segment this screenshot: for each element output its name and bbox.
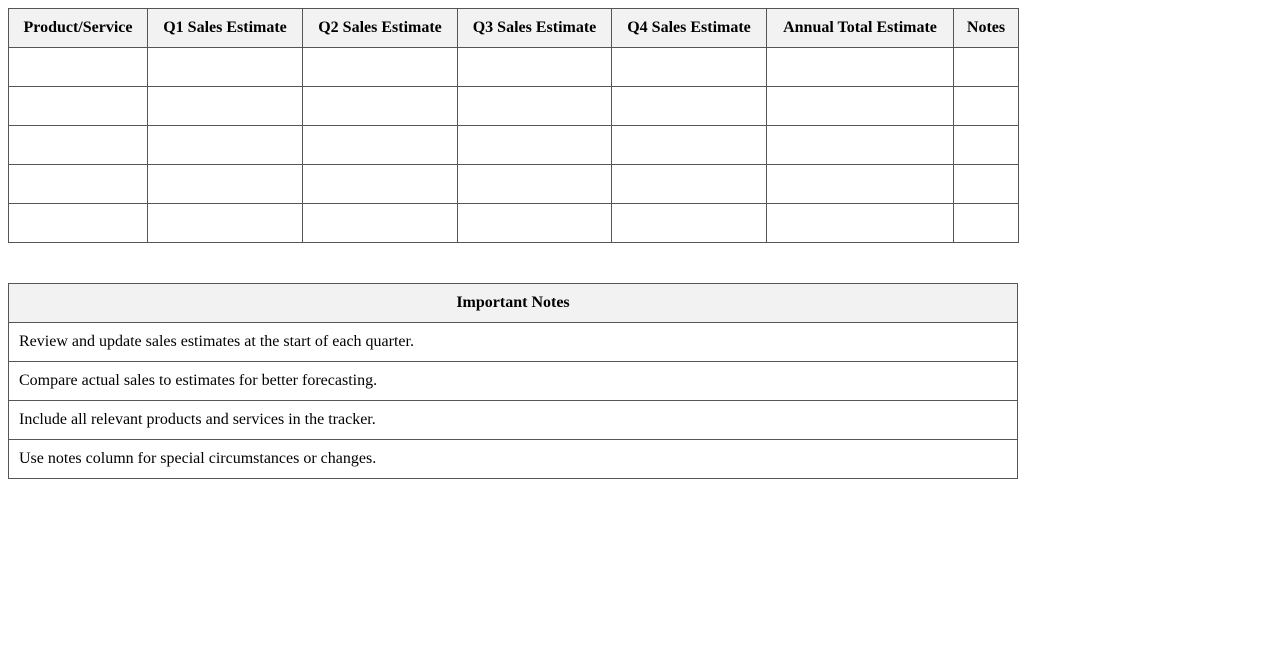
note-text: Review and update sales estimates at the start of each quarter. xyxy=(9,323,1018,362)
table-cell[interactable] xyxy=(9,165,148,204)
table-cell[interactable] xyxy=(148,126,303,165)
table-cell[interactable] xyxy=(612,204,767,243)
column-header-q1-sales-estimate: Q1 Sales Estimate xyxy=(148,9,303,48)
notes-title: Important Notes xyxy=(9,284,1018,323)
table-cell[interactable] xyxy=(954,165,1019,204)
notes-header-row xyxy=(9,284,1018,323)
table-header-row xyxy=(9,9,1019,48)
column-header-q4-sales-estimate: Q4 Sales Estimate xyxy=(612,9,767,48)
table-cell[interactable] xyxy=(148,204,303,243)
page-content xyxy=(8,8,1018,479)
table-row xyxy=(9,165,1019,204)
table-cell[interactable] xyxy=(9,48,148,87)
table-cell[interactable] xyxy=(9,204,148,243)
table-cell[interactable] xyxy=(458,165,612,204)
table-cell[interactable] xyxy=(767,165,954,204)
column-header-product-service: Product/Service xyxy=(9,9,148,48)
list-item xyxy=(9,401,1018,440)
table-cell[interactable] xyxy=(303,204,458,243)
table-row xyxy=(9,48,1019,87)
table-cell[interactable] xyxy=(954,204,1019,243)
table-row xyxy=(9,87,1019,126)
table-cell[interactable] xyxy=(458,87,612,126)
table-cell[interactable] xyxy=(148,87,303,126)
important-notes-table xyxy=(8,283,1018,479)
note-text: Use notes column for special circumstances or changes. xyxy=(9,440,1018,479)
table-cell[interactable] xyxy=(767,204,954,243)
table-cell[interactable] xyxy=(458,126,612,165)
table-cell[interactable] xyxy=(148,165,303,204)
table-cell[interactable] xyxy=(612,87,767,126)
list-item xyxy=(9,323,1018,362)
table-cell[interactable] xyxy=(612,165,767,204)
column-header-annual-total-estimate: Annual Total Estimate xyxy=(767,9,954,48)
table-cell[interactable] xyxy=(458,204,612,243)
table-cell[interactable] xyxy=(954,48,1019,87)
table-cell[interactable] xyxy=(148,48,303,87)
table-cell[interactable] xyxy=(612,126,767,165)
table-cell[interactable] xyxy=(767,48,954,87)
list-item xyxy=(9,440,1018,479)
table-cell[interactable] xyxy=(303,165,458,204)
table-cell[interactable] xyxy=(303,126,458,165)
list-item xyxy=(9,362,1018,401)
table-cell[interactable] xyxy=(303,48,458,87)
table-cell[interactable] xyxy=(303,87,458,126)
table-cell[interactable] xyxy=(954,126,1019,165)
note-text: Compare actual sales to estimates for better forecasting. xyxy=(9,362,1018,401)
table-cell[interactable] xyxy=(9,87,148,126)
table-cell[interactable] xyxy=(458,48,612,87)
column-header-q2-sales-estimate: Q2 Sales Estimate xyxy=(303,9,458,48)
table-cell[interactable] xyxy=(954,87,1019,126)
note-text: Include all relevant products and services in the tracker. xyxy=(9,401,1018,440)
sales-estimate-table xyxy=(8,8,1019,243)
table-row xyxy=(9,126,1019,165)
table-cell[interactable] xyxy=(767,126,954,165)
column-header-q3-sales-estimate: Q3 Sales Estimate xyxy=(458,9,612,48)
table-row xyxy=(9,204,1019,243)
table-cell[interactable] xyxy=(612,48,767,87)
column-header-notes: Notes xyxy=(954,9,1019,48)
table-cell[interactable] xyxy=(9,126,148,165)
table-cell[interactable] xyxy=(767,87,954,126)
